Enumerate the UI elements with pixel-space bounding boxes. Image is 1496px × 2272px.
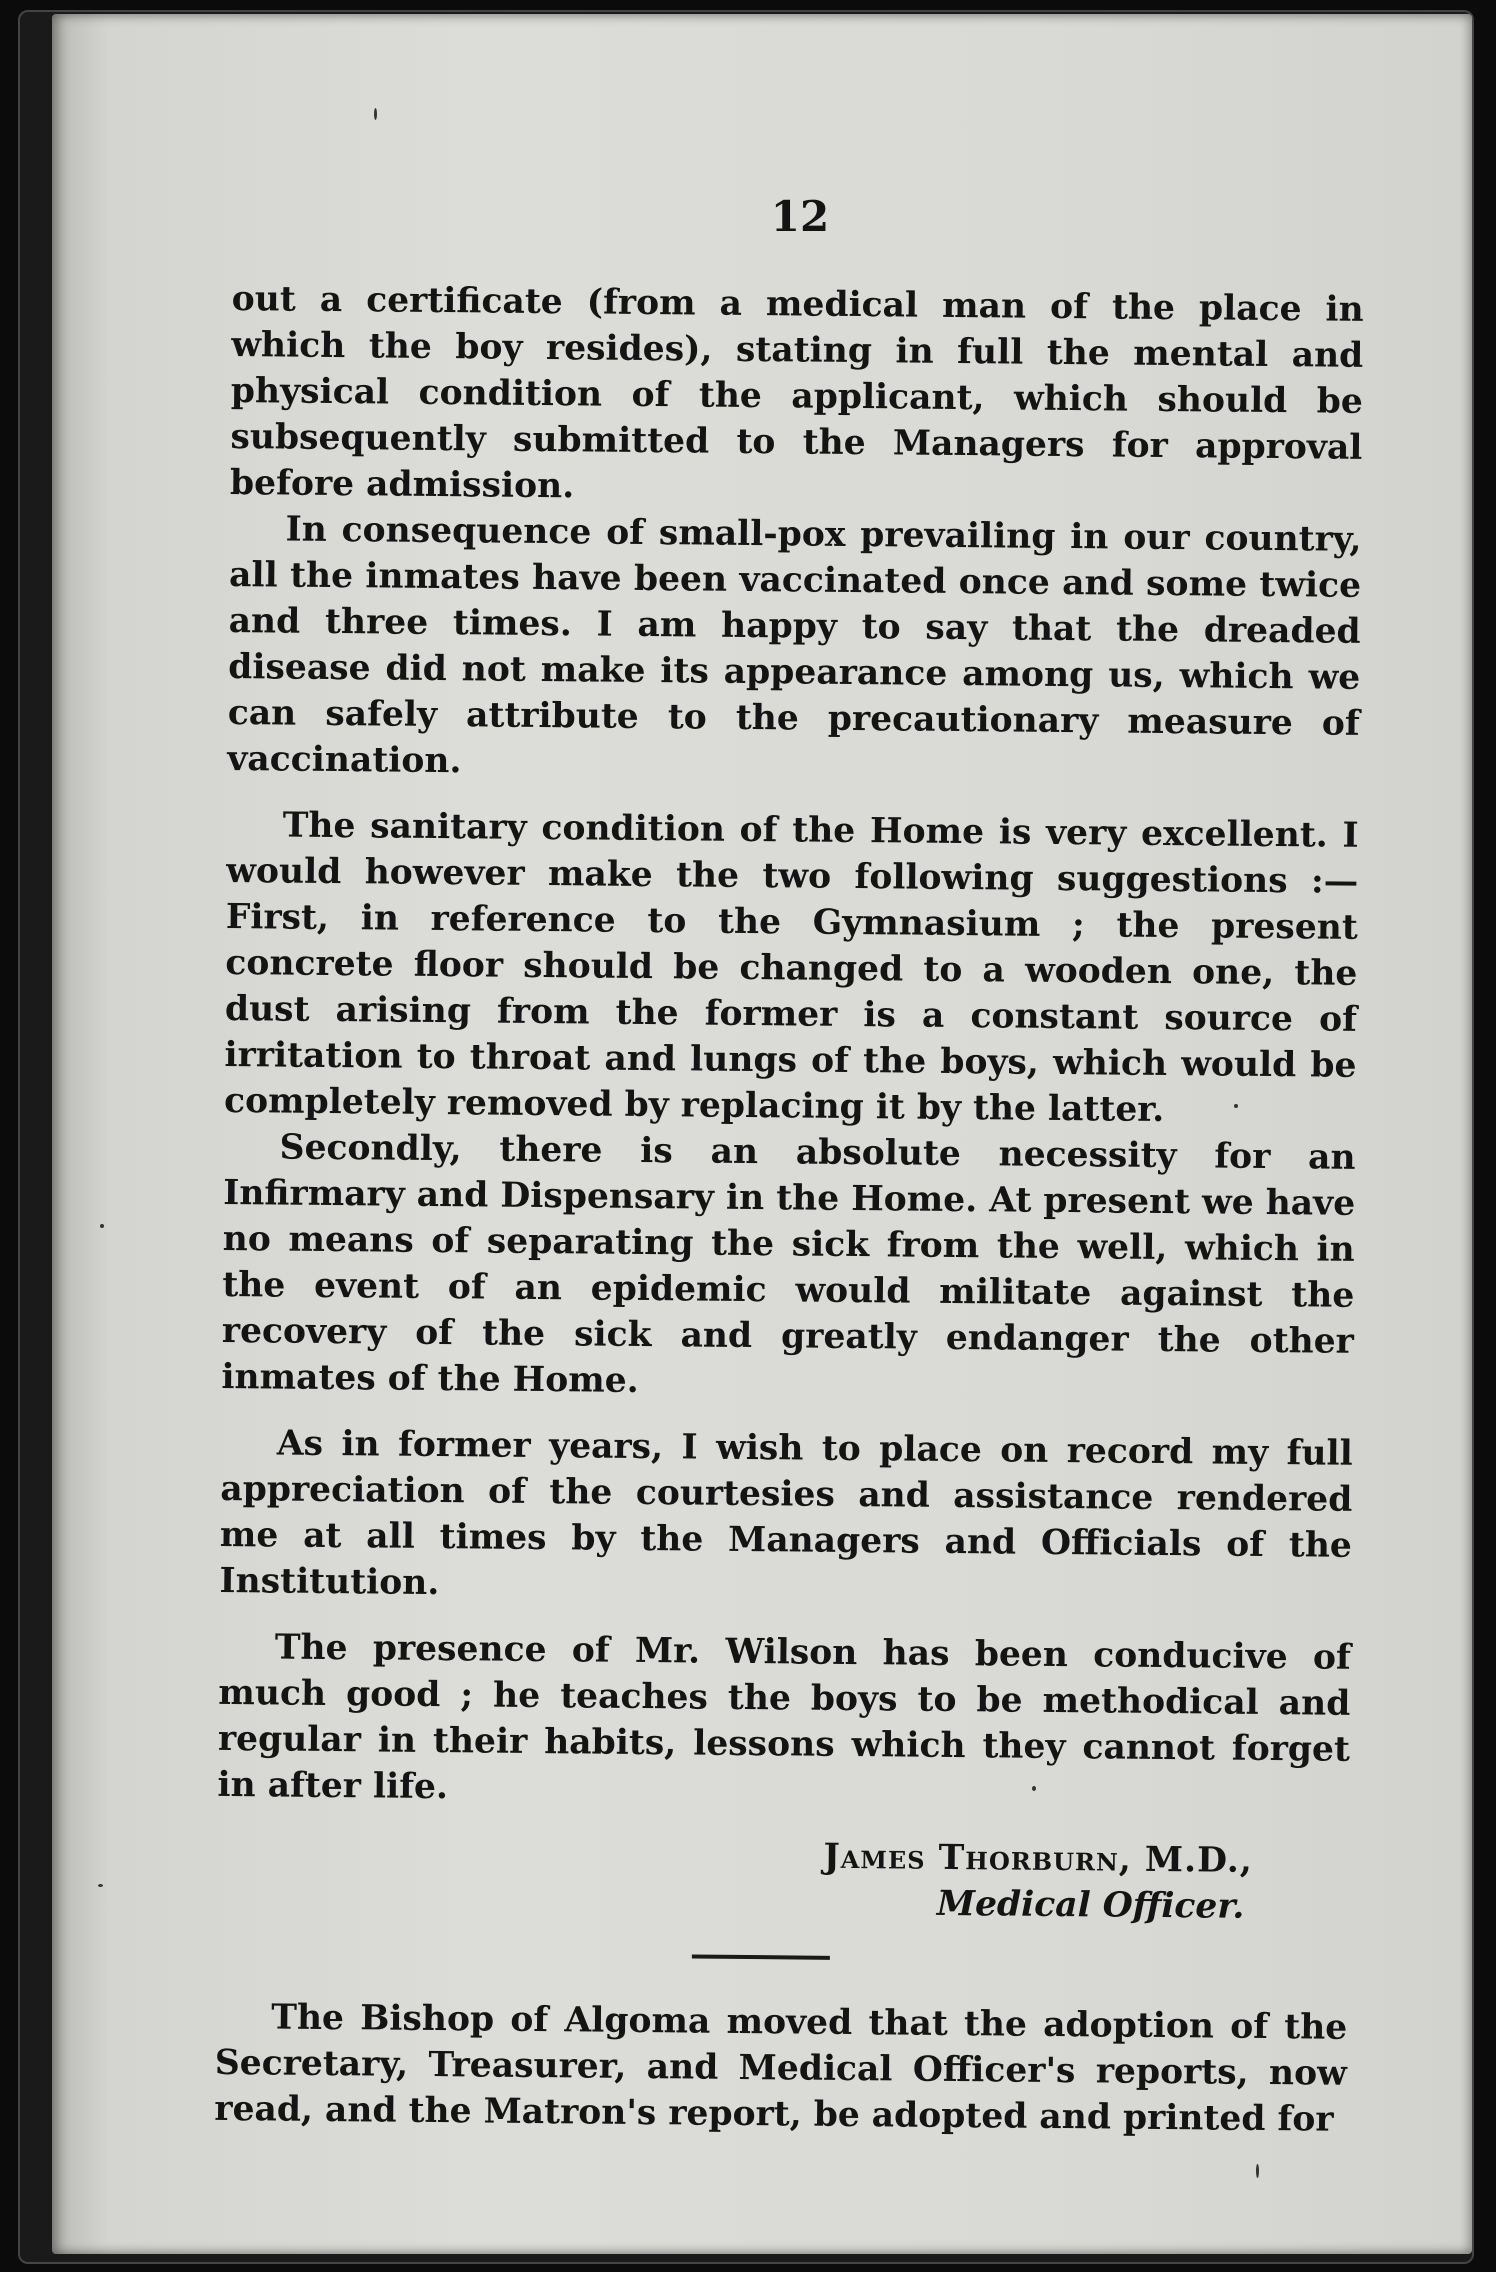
paper-speck: [98, 1884, 103, 1887]
paragraph-mr-wilson: The presence of Mr. Wilson has been conducive of much good ; he teaches the boys to be methodical and regular in their habits, lessons which they cannot forget in after life.: [217, 1627, 1351, 1808]
paragraph-infirmary: Secondly, there is an absolute necessity for an Infirmary and Dispensary in the Home. At present we have no means of separating the sick from the well, which in the event of an epidemic would militate against the recovery of the sick and greatly endanger the other inmates of the Home.: [221, 1127, 1356, 1401]
page-body: [214, 276, 1364, 2143]
paragraph-vaccination: In consequence of small-pox prevailing in our country, all the inmates have been vaccinated once and some twice and three times. I am happy to say that the dreaded disease did not make its appearance among us, which we can safely attribute to the precautionary measure of vaccination.: [227, 509, 1362, 782]
paper-speck: [1256, 2164, 1259, 2178]
signature-name: James Thorburn, M.D.,: [823, 1836, 1254, 1881]
section-divider: [216, 1920, 1348, 1983]
paper-speck: [100, 1224, 104, 1228]
paragraph-certificate: out a certificate (from a medical man of the place in which the boy resides), stating in full the mental and physical condition of the applicant, which should be subsequently submitted to the Managers for approval before admission.: [229, 278, 1364, 507]
page-number: 12: [770, 192, 830, 241]
paragraph-sanitary-condition: The sanitary condition of the Home is very excellent. I would however make the two following suggestions :— First, in reference to the Gymnasium ; the present concrete floor should be changed to a wooden one, the dust arising from the former is a constant source of irritation to throat and lungs of the boys, which would be completely removed by replacing it by the latter.: [223, 805, 1359, 1130]
signature-title: Medical Officer.: [936, 1883, 1245, 1927]
paragraph-appreciation: As in former years, I wish to place on record my full appreciation of the courtesies and assistance rendered me at all times by the Managers and Officials of the Institution.: [219, 1423, 1353, 1604]
signature-block: [216, 1828, 1349, 1931]
paper-speck: [374, 108, 377, 120]
paragraph-bishop-motion: The Bishop of Algoma moved that the adoption of the Secretary, Treasurer, and Medical Officer's reports, now read, and the Matron's report, be adopted and printed for: [214, 1997, 1348, 2140]
divider-rule: [692, 1954, 830, 1959]
